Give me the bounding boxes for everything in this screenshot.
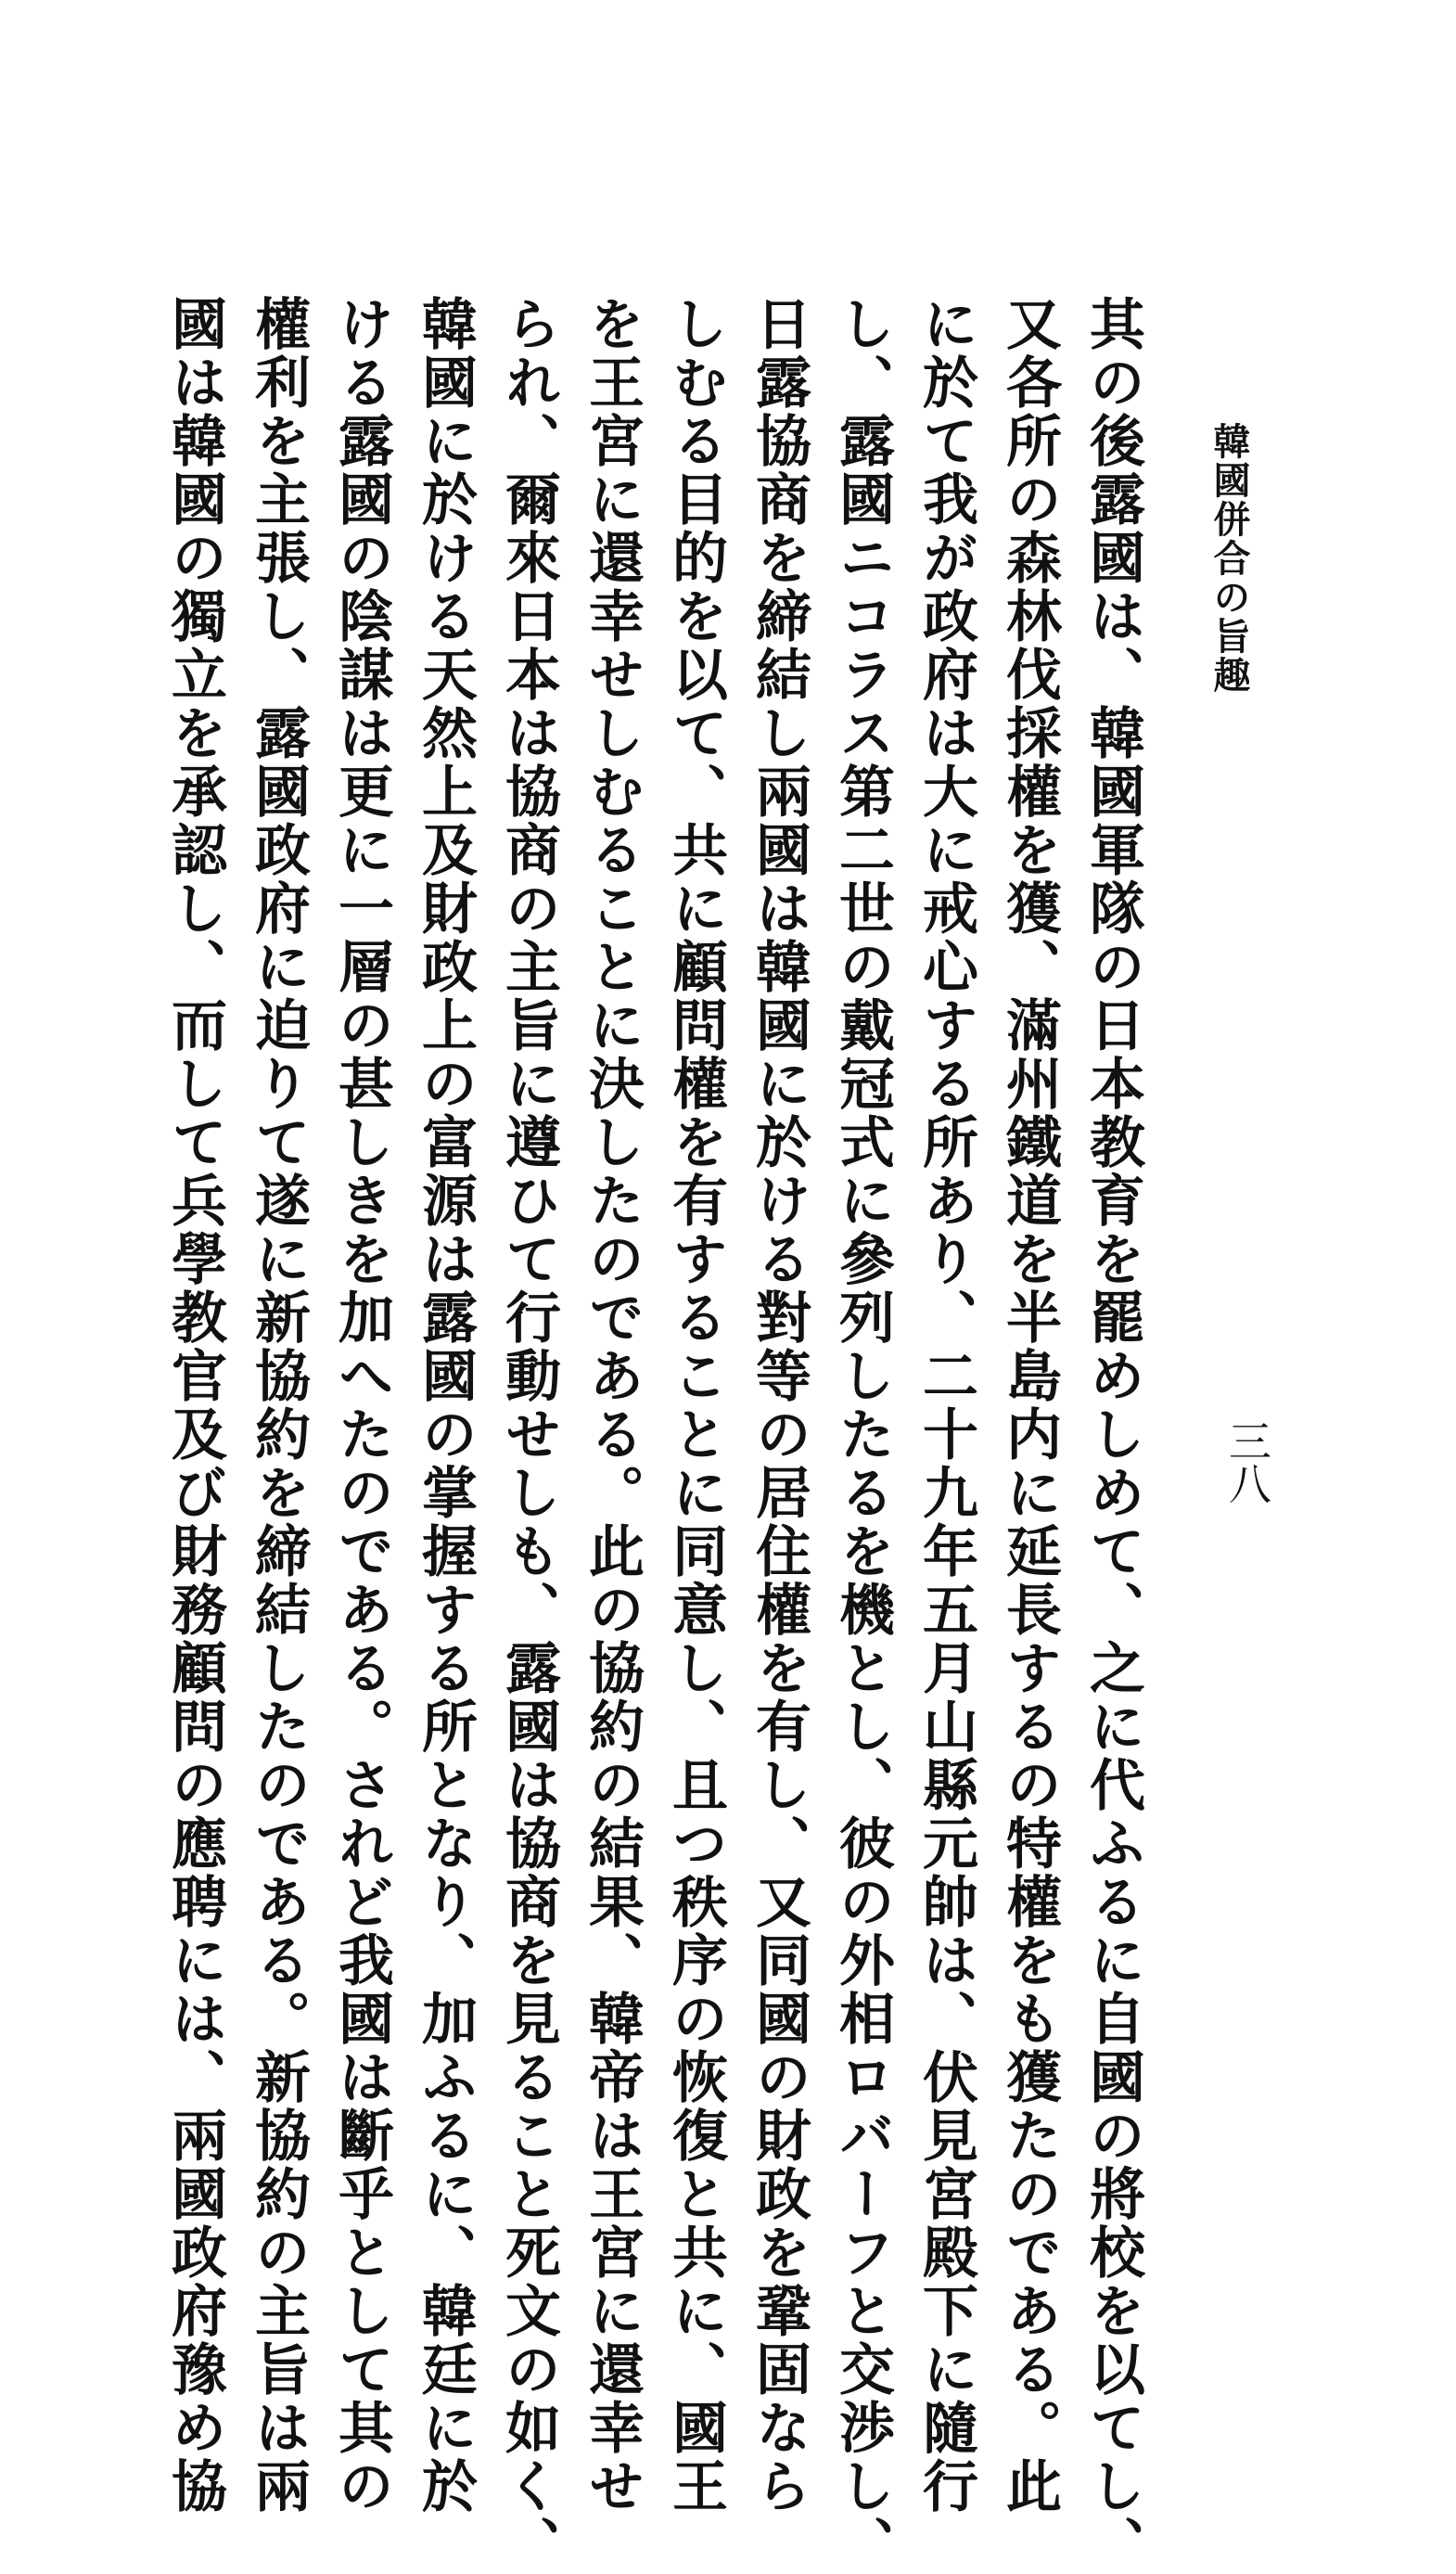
text-column: を王宮に還幸せしむることに決したのである。此の協約の結果、韓帝は王宮に還幸せ: [580, 295, 645, 2516]
text-column: 日露協商を締結し兩國は韓國に於ける對等の居住權を有し、又同國の財政を鞏固なら: [747, 295, 811, 2516]
text-column: 韓國に於ける天然上及財政上の富源は露國の掌握する所となり、加ふるに、韓廷に於: [413, 295, 478, 2516]
page-number: 三八: [1222, 1419, 1272, 1505]
text-column: ける露國の陰謀は更に一層の甚しきを加へたのである。されど我國は斷乎として其の: [329, 295, 394, 2516]
text-column: に於て我が政府は大に戒心する所あり、二十九年五月山縣元帥は、伏見宮殿下に隨行: [913, 295, 978, 2516]
text-column: 又各所の森林伐採權を獲、滿州鐵道を半島内に延長するの特權をも獲たのである。此: [997, 295, 1062, 2516]
text-column: 其の後露國は、韓國軍隊の日本教育を罷めしめて、之に代ふるに自國の將校を以てし、: [1080, 295, 1145, 2574]
text-column: 國は韓國の獨立を承認し、而して兵學教官及び財務顧問の應聘には、兩國政府豫め協: [162, 295, 227, 2516]
text-column: 權利を主張し、露國政府に迫りて遂に新協約を締結したのである。新協約の主旨は兩: [246, 295, 311, 2516]
running-title: 韓國併合の旨趣: [1207, 422, 1251, 695]
text-column: し、露國ニコラス第二世の戴冠式に參列したるを機とし、彼の外相ロバーフと交渉し、: [830, 295, 895, 2574]
text-column: られ、爾來日本は協商の主旨に遵ひて行動せしも、露國は協商を見ること死文の如く、: [496, 295, 561, 2574]
text-column: しむる目的を以て、共に顧問權を有することに同意し、且つ秩序の恢復と共に、國王: [663, 295, 728, 2516]
body-text: [153, 295, 1155, 2574]
